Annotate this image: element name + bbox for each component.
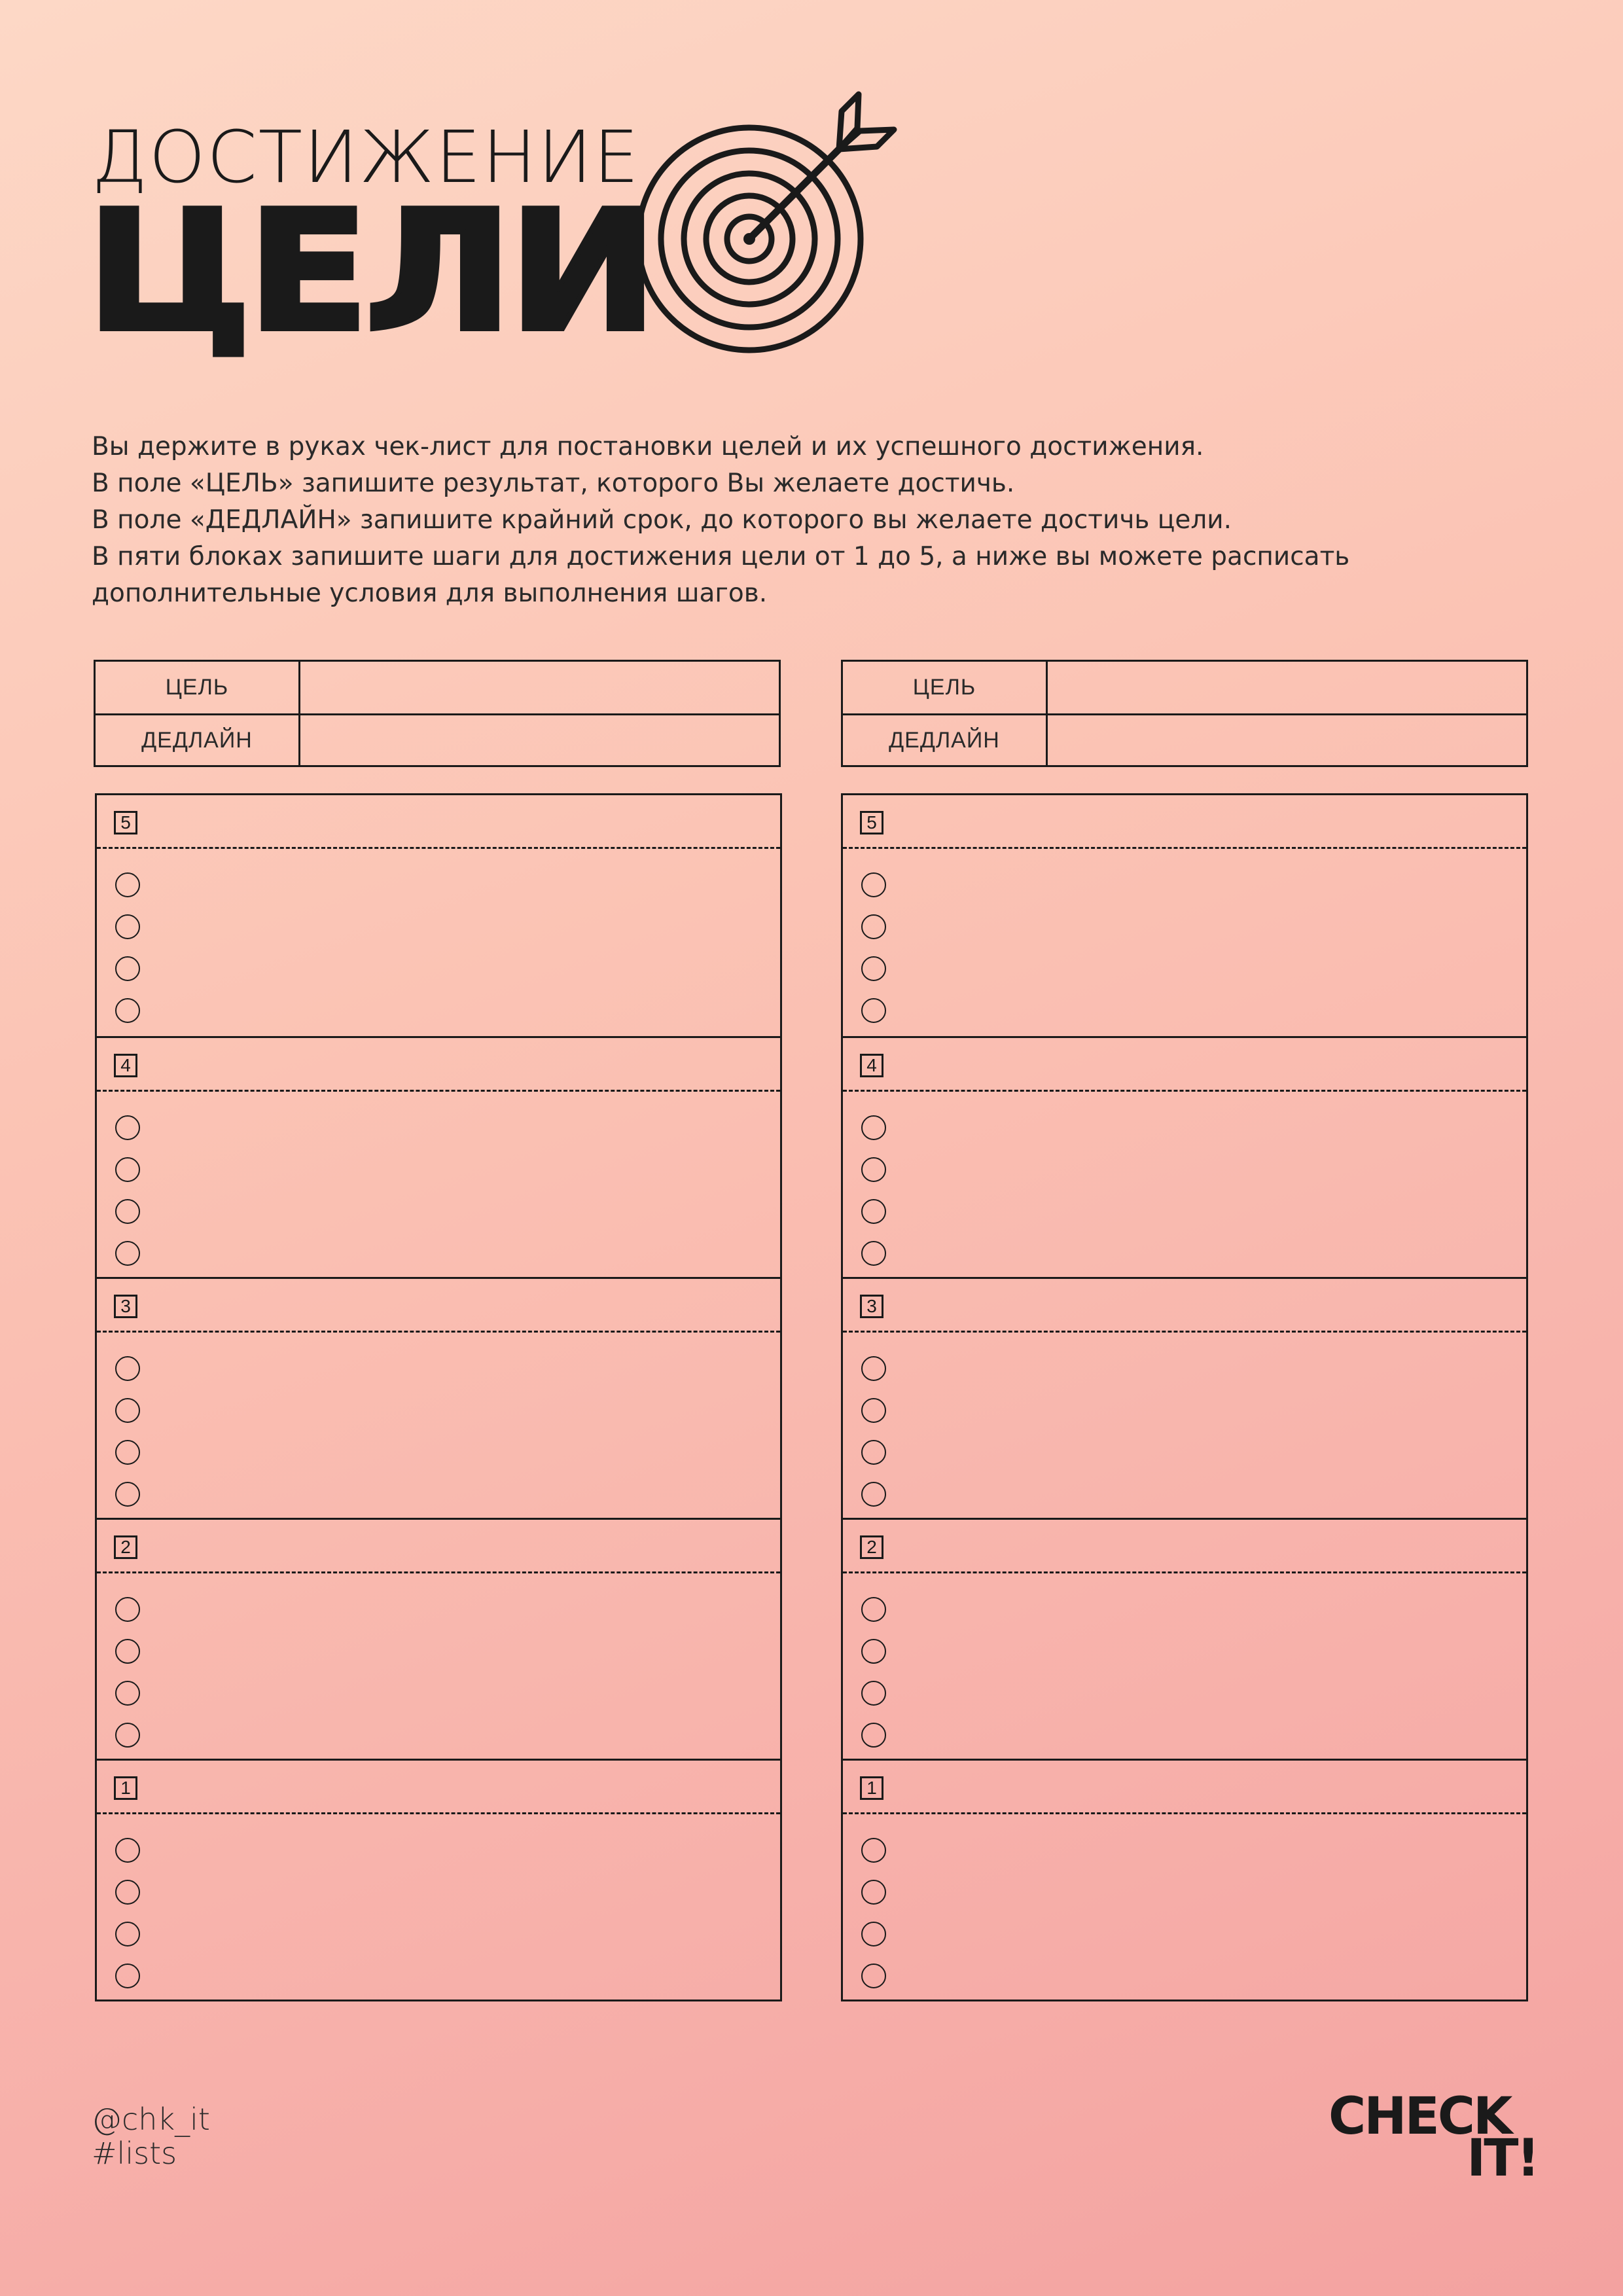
checklist-item[interactable]	[97, 1676, 780, 1717]
step-block	[97, 1759, 780, 2000]
step-number-badge: 3	[860, 1295, 883, 1318]
checklist-item[interactable]	[843, 1916, 1526, 1958]
checklist-item[interactable]	[97, 1634, 780, 1676]
social-handle: @chk_it	[92, 2102, 210, 2137]
checkbox-circle-icon[interactable]	[861, 1440, 886, 1465]
intro-text	[92, 429, 1564, 612]
checklist-item[interactable]	[843, 1477, 1526, 1518]
checklist-item[interactable]	[97, 1110, 780, 1152]
checklist-item[interactable]	[843, 1634, 1526, 1676]
hashtag: #lists	[92, 2136, 177, 2171]
checkbox-circle-icon[interactable]	[115, 914, 140, 939]
checklist-item[interactable]	[97, 1194, 780, 1236]
step-block	[843, 1518, 1526, 1759]
step-block	[843, 1036, 1526, 1277]
step-block	[97, 795, 780, 1036]
checkbox-circle-icon[interactable]	[861, 1838, 886, 1863]
step-block	[97, 1277, 780, 1518]
checklist-item[interactable]	[843, 909, 1526, 951]
checklist-item[interactable]	[843, 867, 1526, 909]
checkbox-circle-icon[interactable]	[861, 872, 886, 897]
checkbox-circle-icon[interactable]	[861, 1356, 886, 1381]
step-title-field[interactable]	[97, 1038, 780, 1092]
step-block	[843, 795, 1526, 1036]
checklist-item[interactable]	[843, 951, 1526, 993]
step-title-field[interactable]	[97, 1279, 780, 1333]
checkbox-circle-icon[interactable]	[115, 1922, 140, 1946]
checkbox-circle-icon[interactable]	[115, 1115, 140, 1140]
checkbox-circle-icon[interactable]	[115, 1681, 140, 1706]
step-title-field[interactable]	[97, 795, 780, 849]
checklist-item[interactable]	[843, 1676, 1526, 1717]
step-number-badge: 1	[114, 1776, 137, 1800]
brand-line-1: CHECK	[1329, 2087, 1511, 2146]
checklist-item[interactable]	[97, 1592, 780, 1634]
checklist-item[interactable]	[97, 1477, 780, 1518]
checkbox-circle-icon[interactable]	[115, 956, 140, 981]
checklist-item[interactable]	[843, 1393, 1526, 1435]
checkbox-circle-icon[interactable]	[861, 1241, 886, 1266]
checklist-item[interactable]	[97, 1833, 780, 1874]
checkbox-circle-icon[interactable]	[861, 956, 886, 981]
checkbox-circle-icon[interactable]	[115, 1597, 140, 1622]
checkbox-circle-icon[interactable]	[861, 1115, 886, 1140]
checkbox-circle-icon[interactable]	[115, 1356, 140, 1381]
step-block	[843, 1277, 1526, 1518]
checklist-item[interactable]	[97, 1916, 780, 1958]
deadline-field[interactable]	[300, 715, 779, 765]
checklist-item[interactable]	[97, 909, 780, 951]
checkbox-circle-icon[interactable]	[115, 1199, 140, 1224]
checkbox-circle-icon[interactable]	[861, 1880, 886, 1905]
checkbox-circle-icon[interactable]	[861, 1681, 886, 1706]
brand-logo	[1329, 2087, 1538, 2189]
step-title-field[interactable]	[843, 795, 1526, 849]
step-title-field[interactable]	[97, 1520, 780, 1573]
checkbox-circle-icon[interactable]	[115, 1482, 140, 1507]
checkbox-circle-icon[interactable]	[861, 914, 886, 939]
checklist-item[interactable]	[97, 1351, 780, 1393]
checkbox-circle-icon[interactable]	[115, 1398, 140, 1423]
step-title-field[interactable]	[843, 1520, 1526, 1573]
step-number-badge: 4	[860, 1054, 883, 1077]
checklist-item[interactable]	[843, 1435, 1526, 1477]
step-title-field[interactable]	[843, 1038, 1526, 1092]
checklist-item[interactable]	[97, 951, 780, 993]
checklist-item[interactable]	[843, 1194, 1526, 1236]
checklist-item[interactable]	[843, 1351, 1526, 1393]
checklist-item[interactable]	[843, 1236, 1526, 1278]
footer-tags	[92, 2102, 210, 2170]
checklist-item[interactable]	[843, 1152, 1526, 1194]
checklist-item[interactable]	[97, 1393, 780, 1435]
target-with-arrow-icon	[628, 79, 910, 360]
checkbox-circle-icon[interactable]	[115, 998, 140, 1023]
deadline-field[interactable]	[1048, 715, 1526, 765]
step-title-field[interactable]	[97, 1761, 780, 1814]
checklist-item[interactable]	[843, 1717, 1526, 1759]
checklist-item[interactable]	[97, 867, 780, 909]
checkbox-circle-icon[interactable]	[115, 1723, 140, 1748]
step-block	[843, 1759, 1526, 2000]
checkbox-circle-icon[interactable]	[861, 998, 886, 1023]
checklist-item[interactable]	[97, 1435, 780, 1477]
goal-field[interactable]	[1048, 662, 1526, 713]
checklist-item[interactable]	[843, 1592, 1526, 1634]
checkbox-circle-icon[interactable]	[115, 1157, 140, 1182]
intro-line: В пяти блоках запишите шаги для достижения цели от 1 до 5, а ниже вы можете расписать	[92, 542, 1350, 571]
checkbox-circle-icon[interactable]	[115, 872, 140, 897]
title-top: ДОСТИЖЕНИЕ	[92, 115, 641, 199]
checklist-item[interactable]	[97, 993, 780, 1035]
checklist-item[interactable]	[97, 1717, 780, 1759]
deadline-label: ДЕДЛАЙН	[96, 715, 300, 765]
checklist-item[interactable]	[97, 1236, 780, 1278]
step-title-field[interactable]	[843, 1279, 1526, 1333]
brand-line-2: IT!	[1467, 2129, 1538, 2188]
steps-column-left	[95, 793, 782, 2001]
step-number-badge: 4	[114, 1054, 137, 1077]
steps-column-right	[841, 793, 1528, 2001]
checklist-item[interactable]	[843, 1958, 1526, 2000]
checklist-item[interactable]	[97, 1958, 780, 2000]
goal-field[interactable]	[300, 662, 779, 713]
step-number-badge: 5	[114, 811, 137, 834]
step-block	[97, 1518, 780, 1759]
checkbox-circle-icon[interactable]	[115, 1639, 140, 1664]
goal-table-left	[94, 660, 781, 767]
step-number-badge: 1	[860, 1776, 883, 1800]
checkbox-circle-icon[interactable]	[115, 1880, 140, 1905]
checkbox-circle-icon[interactable]	[861, 1398, 886, 1423]
step-number-badge: 2	[114, 1535, 137, 1559]
checklist-item[interactable]	[843, 993, 1526, 1035]
checkbox-circle-icon[interactable]	[861, 1922, 886, 1946]
checkbox-circle-icon[interactable]	[115, 1838, 140, 1863]
checklist-item[interactable]	[97, 1152, 780, 1194]
checkbox-circle-icon[interactable]	[115, 1241, 140, 1266]
goal-table-right	[841, 660, 1528, 767]
checkbox-circle-icon[interactable]	[861, 1482, 886, 1507]
step-title-field[interactable]	[843, 1761, 1526, 1814]
checkbox-circle-icon[interactable]	[861, 1157, 886, 1182]
checklist-item[interactable]	[97, 1874, 780, 1916]
checkbox-circle-icon[interactable]	[861, 1723, 886, 1748]
goal-label: ЦЕЛЬ	[843, 662, 1048, 713]
checkbox-circle-icon[interactable]	[861, 1597, 886, 1622]
intro-line: В поле «ЦЕЛЬ» запишите результат, которого Вы желаете достичь.	[92, 469, 1015, 498]
step-number-badge: 5	[860, 811, 883, 834]
checkbox-circle-icon[interactable]	[861, 1199, 886, 1224]
deadline-label: ДЕДЛАЙН	[843, 715, 1048, 765]
intro-line: дополнительные условия для выполнения шагов.	[92, 579, 768, 608]
goal-label: ЦЕЛЬ	[96, 662, 300, 713]
checklist-item[interactable]	[843, 1833, 1526, 1874]
page-title: ЦЕЛИ	[86, 176, 654, 368]
step-number-badge: 2	[860, 1535, 883, 1559]
intro-line: В поле «ДЕДЛАЙН» запишите крайний срок, до которого вы желаете достичь цели.	[92, 505, 1232, 535]
step-block	[97, 1036, 780, 1277]
intro-line: Вы держите в руках чек-лист для постановки целей и их успешного достижения.	[92, 432, 1204, 461]
checklist-item[interactable]	[843, 1110, 1526, 1152]
step-number-badge: 3	[114, 1295, 137, 1318]
checklist-item[interactable]	[843, 1874, 1526, 1916]
checkbox-circle-icon[interactable]	[861, 1639, 886, 1664]
checkbox-circle-icon[interactable]	[861, 1964, 886, 1988]
checkbox-circle-icon[interactable]	[115, 1440, 140, 1465]
checkbox-circle-icon[interactable]	[115, 1964, 140, 1988]
